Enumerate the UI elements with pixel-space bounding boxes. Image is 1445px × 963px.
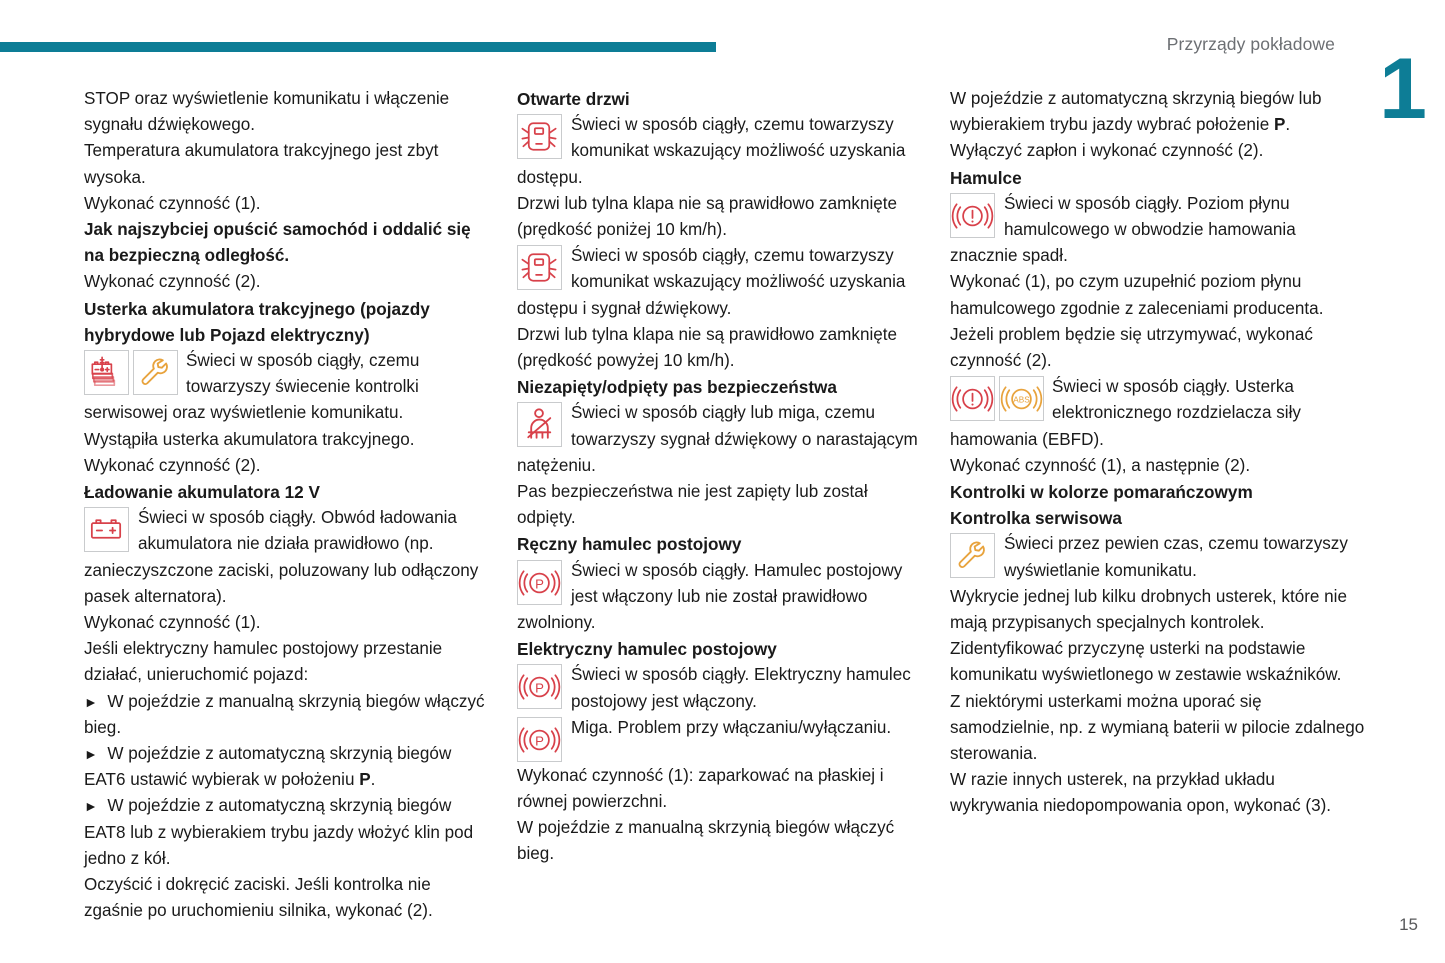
bullet-arrow-icon: ► bbox=[84, 746, 98, 763]
paragraph bbox=[950, 86, 1365, 138]
paragraph: Jeśli elektryczny hamulec postojowy przestanie działać, unieruchomić pojazd: bbox=[84, 639, 443, 685]
paragraph: Wyłączyć zapłon i wykonać czynność (2). bbox=[950, 141, 1264, 161]
icon-group bbox=[517, 560, 562, 605]
open-door-icon bbox=[517, 114, 562, 159]
icon-group bbox=[84, 507, 129, 552]
indicator-description: Świeci w sposób ciągły. Obwód ładowania akumulatora nie działa prawidłowo (np. zanieczyszczone zaciski, poluzowany lub odłączony pasek alternatora). bbox=[84, 508, 479, 606]
bullet-arrow-icon: ► bbox=[84, 693, 98, 710]
paragraph: Drzwi lub tylna klapa nie są prawidłowo zamknięte (prędkość poniżej 10 km/h). bbox=[517, 193, 898, 240]
parking-brake-icon bbox=[517, 664, 562, 709]
paragraph: Drzwi lub tylna klapa nie są prawidłowo zamknięte (prędkość powyżej 10 km/h). bbox=[517, 324, 898, 371]
section-heading-traction-battery-fault: Usterka akumulatora trakcyjnego (pojazdy hybrydowe lub Pojazd elektryczny) bbox=[84, 298, 430, 345]
indicator-description: Świeci przez pewien czas, czemu towarzyszy wyświetlanie komunikatu. bbox=[1004, 534, 1348, 580]
indicator-description: Świeci w sposób ciągły lub miga, czemu towarzyszy sygnał dźwiękowy o narastającym natężeniu. bbox=[517, 403, 918, 475]
indicator-description: Świeci w sposób ciągły. Hamulec postojowy jest włączony lub nie został prawidłowo zwolniony. bbox=[517, 560, 903, 633]
running-head: Przyrządy pokładowe bbox=[1166, 34, 1335, 54]
paragraph: Wykrycie jednej lub kilku drobnych usterek, które nie mają przypisanych specjalnych kontrolek. bbox=[950, 586, 1347, 633]
bullet-text: W pojeździe z automatyczną skrzynią biegów EAT8 lub z wybierakiem trybu jazdy włożyć klin pod jedno z kół. bbox=[84, 796, 474, 868]
paragraph: Wystąpiła usterka akumulatora trakcyjnego. bbox=[84, 429, 415, 449]
section-heading-orange-indicators: Kontrolki w kolorze pomarańczowym bbox=[950, 482, 1253, 503]
indicator-block-open-door-2 bbox=[517, 243, 918, 322]
icon-group bbox=[84, 350, 178, 395]
paragraph: Wykonać czynność (1). bbox=[84, 613, 261, 633]
open-door-icon bbox=[517, 245, 562, 290]
section-heading-seatbelt: Niezapięty/odpięty pas bezpieczeństwa bbox=[517, 377, 837, 398]
paragraph: Wykonać czynność (2). bbox=[84, 455, 261, 475]
abs-warning-icon bbox=[999, 376, 1044, 421]
paragraph: Zidentyfikować przyczynę usterki na podstawie komunikatu wyświetlonego w zestawie wskaźników. bbox=[950, 639, 1342, 685]
paragraph: Oczyścić i dokręcić zaciski. Jeśli kontrolka nie zgaśnie po uruchomieniu silnika, wykonać (2). bbox=[84, 875, 433, 921]
gear-position-label: P bbox=[359, 770, 371, 790]
indicator-description: Świeci w sposób ciągły, czemu towarzyszy świecenie kontrolki serwisowej oraz wyświetlenie komunikatu. bbox=[84, 351, 420, 423]
paragraph: Wykonać czynność (1), a następnie (2). bbox=[950, 455, 1251, 475]
indicator-block-seatbelt bbox=[517, 400, 918, 479]
icon-group bbox=[517, 664, 562, 709]
service-wrench-icon bbox=[950, 533, 995, 578]
bullet-text: W pojeździe z manualną skrzynią biegów włączyć bieg. bbox=[84, 691, 485, 737]
icon-group bbox=[950, 376, 1044, 421]
paragraph-text-end: . bbox=[1285, 115, 1291, 135]
indicator-block-open-door-1 bbox=[517, 112, 918, 191]
paragraph: Wykonać czynność (1): zaparkować na płaskiej i równej powierzchni. bbox=[517, 765, 884, 812]
indicator-block-battery-12v bbox=[84, 505, 485, 610]
icon-group bbox=[950, 533, 995, 578]
brake-warning-icon bbox=[950, 376, 995, 421]
indicator-description: Świeci w sposób ciągły. Poziom płynu hamulcowego w obwodzie hamowania znacznie spadł. bbox=[950, 193, 1296, 266]
indicator-description: Świeci w sposób ciągły, czemu towarzyszy komunikat wskazujący możliwość uzyskania dostępu i sygnał dźwiękowy. bbox=[517, 246, 906, 318]
indicator-description: Miga. Problem przy włączaniu/wyłączaniu. bbox=[571, 717, 892, 737]
section-heading-manual-parking-brake: Ręczny hamulec postojowy bbox=[517, 534, 742, 555]
column-1 bbox=[84, 86, 485, 925]
section-heading-service-indicator: Kontrolka serwisowa bbox=[950, 508, 1122, 529]
gear-position-label: P bbox=[1273, 115, 1286, 135]
paragraph-text: W pojeździe z automatyczną skrzynią biegów lub wybierakiem trybu jazdy wybrać położenie bbox=[950, 89, 1322, 135]
paragraph: Z niektórymi usterkami można uporać się samodzielnie, np. z wymianą baterii w pilocie zdalnego sterowania. bbox=[950, 691, 1365, 764]
parking-brake-icon bbox=[517, 560, 562, 605]
icon-group bbox=[517, 245, 562, 290]
paragraph: STOP oraz wyświetlenie komunikatu i włączenie sygnału dźwiękowego. bbox=[84, 89, 450, 135]
paragraph: Pas bezpieczeństwa nie jest zapięty lub został odpięty. bbox=[517, 482, 868, 528]
section-heading-brakes: Hamulce bbox=[950, 167, 1022, 188]
bullet-arrow-icon: ► bbox=[84, 798, 98, 815]
indicator-block-service bbox=[950, 531, 1365, 583]
bullet-item bbox=[84, 741, 485, 793]
indicator-block-electric-parking-brake-on bbox=[517, 662, 918, 714]
bullet-item bbox=[84, 793, 485, 872]
seatbelt-unfastened-icon bbox=[517, 402, 562, 447]
bold-warning-text: Jak najszybciej opuścić samochód i oddalić się na bezpieczną odległość. bbox=[84, 220, 471, 266]
icon-group bbox=[517, 114, 562, 159]
column-3 bbox=[950, 86, 1365, 925]
indicator-block-traction-battery bbox=[84, 348, 485, 427]
icon-group bbox=[517, 402, 562, 447]
brake-warning-icon bbox=[950, 193, 995, 238]
paragraph: Wykonać czynność (1). bbox=[84, 193, 261, 213]
indicator-block-ebfd-fault bbox=[950, 374, 1365, 453]
parking-brake-icon bbox=[517, 717, 562, 762]
indicator-description: Świeci w sposób ciągły, czemu towarzyszy komunikat wskazujący możliwość uzyskania dostępu. bbox=[517, 115, 906, 187]
indicator-block-electric-parking-brake-blinking bbox=[517, 715, 918, 763]
indicator-description: Świeci w sposób ciągły. Elektryczny hamulec postojowy jest włączony. bbox=[571, 665, 911, 711]
page-number: 15 bbox=[1399, 915, 1418, 934]
paragraph-bold bbox=[84, 217, 485, 269]
column-2 bbox=[517, 86, 918, 925]
paragraph: W pojeździe z manualną skrzynią biegów włączyć bieg. bbox=[517, 818, 895, 864]
paragraph: W razie innych usterek, na przykład układu wykrywania niedopompowania opon, wykonać (3). bbox=[950, 770, 1332, 816]
bullet-text-end: . bbox=[370, 770, 376, 790]
header-accent-bar bbox=[0, 42, 716, 52]
chapter-number: 1 bbox=[1379, 41, 1427, 137]
paragraph: Temperatura akumulatora trakcyjnego jest zbyt wysoka. bbox=[84, 141, 439, 187]
section-heading-battery-charge: Ładowanie akumulatora 12 V bbox=[84, 482, 320, 503]
icon-group bbox=[950, 193, 995, 238]
service-wrench-icon bbox=[133, 350, 178, 395]
section-heading-electric-parking-brake: Elektryczny hamulec postojowy bbox=[517, 639, 777, 660]
indicator-block-brake-fluid bbox=[950, 191, 1365, 270]
traction-battery-fault-icon bbox=[84, 350, 129, 395]
paragraph: Wykonać (1), po czym uzupełnić poziom płynu hamulcowego zgodnie z zaleceniami producenta. Jeżeli problem będzie się utrzymywać, wykonać czynność (2). bbox=[950, 272, 1324, 371]
bullet-text: W pojeździe z automatyczną skrzynią biegów EAT6 ustawić wybierak w położeniu bbox=[84, 744, 452, 790]
battery-charge-icon bbox=[84, 507, 129, 552]
icon-group bbox=[517, 717, 562, 762]
indicator-block-manual-parking-brake bbox=[517, 558, 918, 637]
section-heading-open-door: Otwarte drzwi bbox=[517, 89, 630, 109]
paragraph: Wykonać czynność (2). bbox=[84, 272, 261, 292]
indicator-description: Świeci w sposób ciągły. Usterka elektronicznego rozdzielacza siły hamowania (EBFD). bbox=[950, 377, 1301, 449]
page-columns bbox=[84, 86, 1374, 925]
bullet-item bbox=[84, 689, 485, 741]
